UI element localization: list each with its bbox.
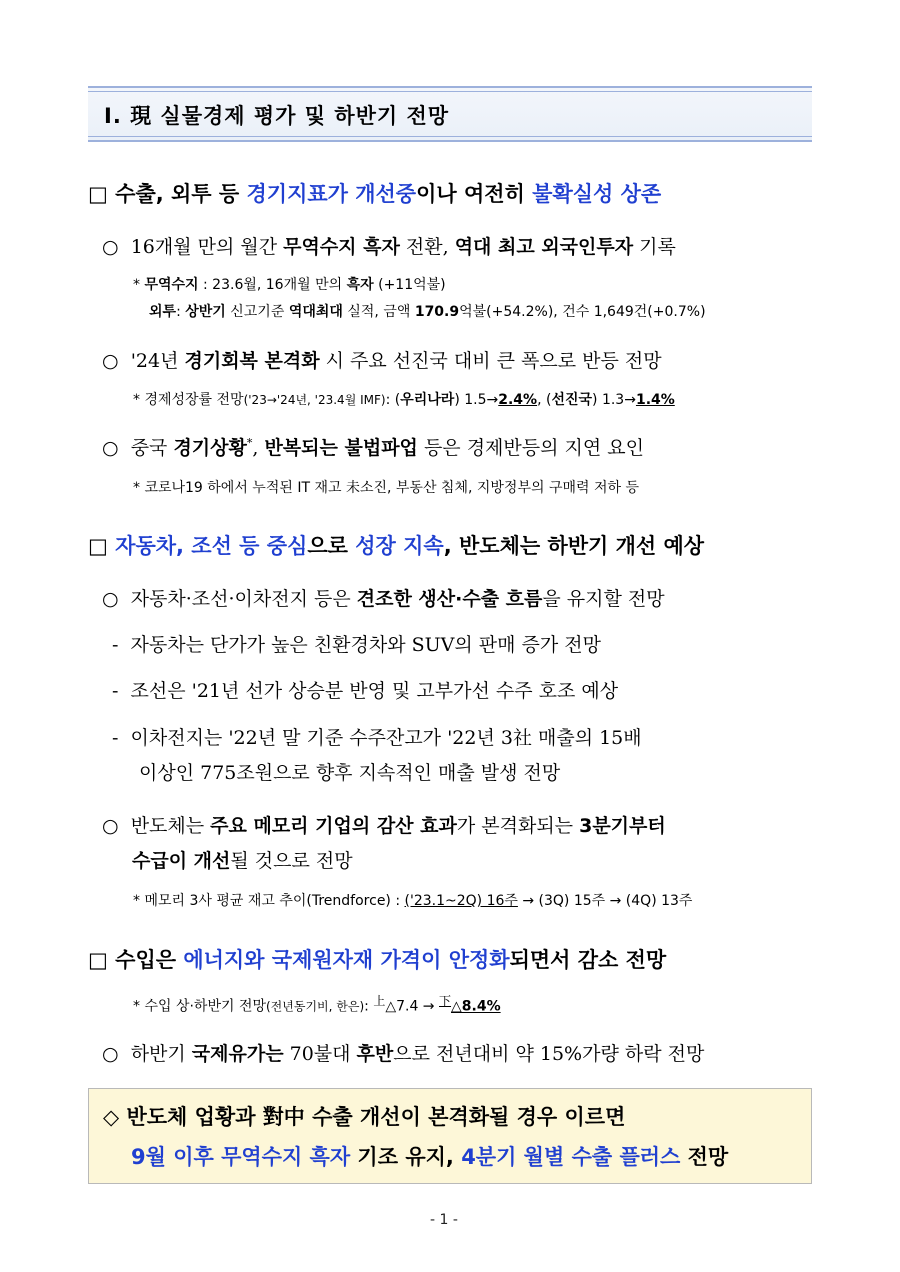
bullet-3-1: ○ 하반기 국제유가는 70불대 후반으로 전년대비 약 15%가량 하락 전망 <box>102 1043 705 1065</box>
bullet-2-2: ○ 반도체는 주요 메모리 기업의 감산 효과가 본격화되는 3분기부터 <box>102 815 666 837</box>
note-3: * 수입 상·하반기 전망(전년동기비, 한은): $^上$△7.4 → $^下$△8.4% <box>133 994 501 1015</box>
dash-2-2: - 조선은 '21년 선가 상승분 반영 및 고부가선 수주 호조 예상 <box>112 680 619 702</box>
dash-2-1: - 자동차는 단가가 높은 친환경차와 SUV의 판매 증가 전망 <box>112 634 601 656</box>
note-1-1b: 외투: 상반기 신고기준 역대최대 실적, 금액 170.9억불(+54.2%), 건수 1,649건(+0.7%) <box>149 304 706 320</box>
bullet-1-3: ○ 중국 경기상황*, 반복되는 불법파업 등은 경제반등의 지연 요인 <box>102 436 644 459</box>
section-1-heading: □ 수출, 외투 등 경기지표가 개선중이나 여전히 불확실성 상존 <box>88 182 662 206</box>
page-number: - 1 - <box>430 1212 458 1228</box>
title-banner <box>88 86 812 142</box>
bullet-2-1: ○ 자동차·조선·이차전지 등은 견조한 생산·수출 흐름을 유지할 전망 <box>102 588 665 610</box>
summary-line-1: ◇ 반도체 업황과 對中 수출 개선이 본격화될 경우 이르면 <box>103 1105 626 1129</box>
dash-2-3: - 이차전지는 '22년 말 기준 수주잔고가 '22년 3社 매출의 15배 <box>112 727 642 749</box>
dash-2-3-cont: 이상인 775조원으로 향후 지속적인 매출 발생 전망 <box>139 762 561 784</box>
bullet-1-2: ○ '24년 경기회복 본격화 시 주요 선진국 대비 큰 폭으로 반등 전망 <box>102 350 662 372</box>
section-2-heading: □ 자동차, 조선 등 중심으로 성장 지속, 반도체는 하반기 개선 예상 <box>88 534 705 558</box>
note-1-2: * 경제성장률 전망('23→'24년, '23.4월 IMF): (우리나라) 1.5→2.4%, (선진국) 1.3→1.4% <box>133 392 675 408</box>
note-1-1a: * 무역수지 : 23.6월, 16개월 만의 흑자 (+11억불) <box>133 277 446 293</box>
note-2-2: * 메모리 3사 평균 재고 추이(Trendforce) : ('23.1~2Q) 16주 → (3Q) 15주 → (4Q) 13주 <box>133 893 693 909</box>
note-1-3: * 코로나19 하에서 누적된 IT 재고 未소진, 부동산 침체, 지방정부의 구매력 저하 등 <box>133 480 639 496</box>
summary-box <box>88 1088 812 1184</box>
section-3-heading: □ 수입은 에너지와 국제원자재 가격이 안정화되면서 감소 전망 <box>88 948 667 972</box>
diamond-icon: ◇ <box>103 1105 120 1129</box>
page-title: Ⅰ. 現 실물경제 평가 및 하반기 전망 <box>104 104 450 128</box>
summary-line-2: 9월 이후 무역수지 흑자 기조 유지, 4분기 월별 수출 플러스 전망 <box>131 1145 729 1169</box>
bullet-1-1: ○ 16개월 만의 월간 무역수지 흑자 전환, 역대 최고 외국인투자 기록 <box>102 236 676 258</box>
bullet-2-2-cont: 수급이 개선될 것으로 전망 <box>132 850 353 872</box>
section-1-marker: □ <box>88 182 108 206</box>
